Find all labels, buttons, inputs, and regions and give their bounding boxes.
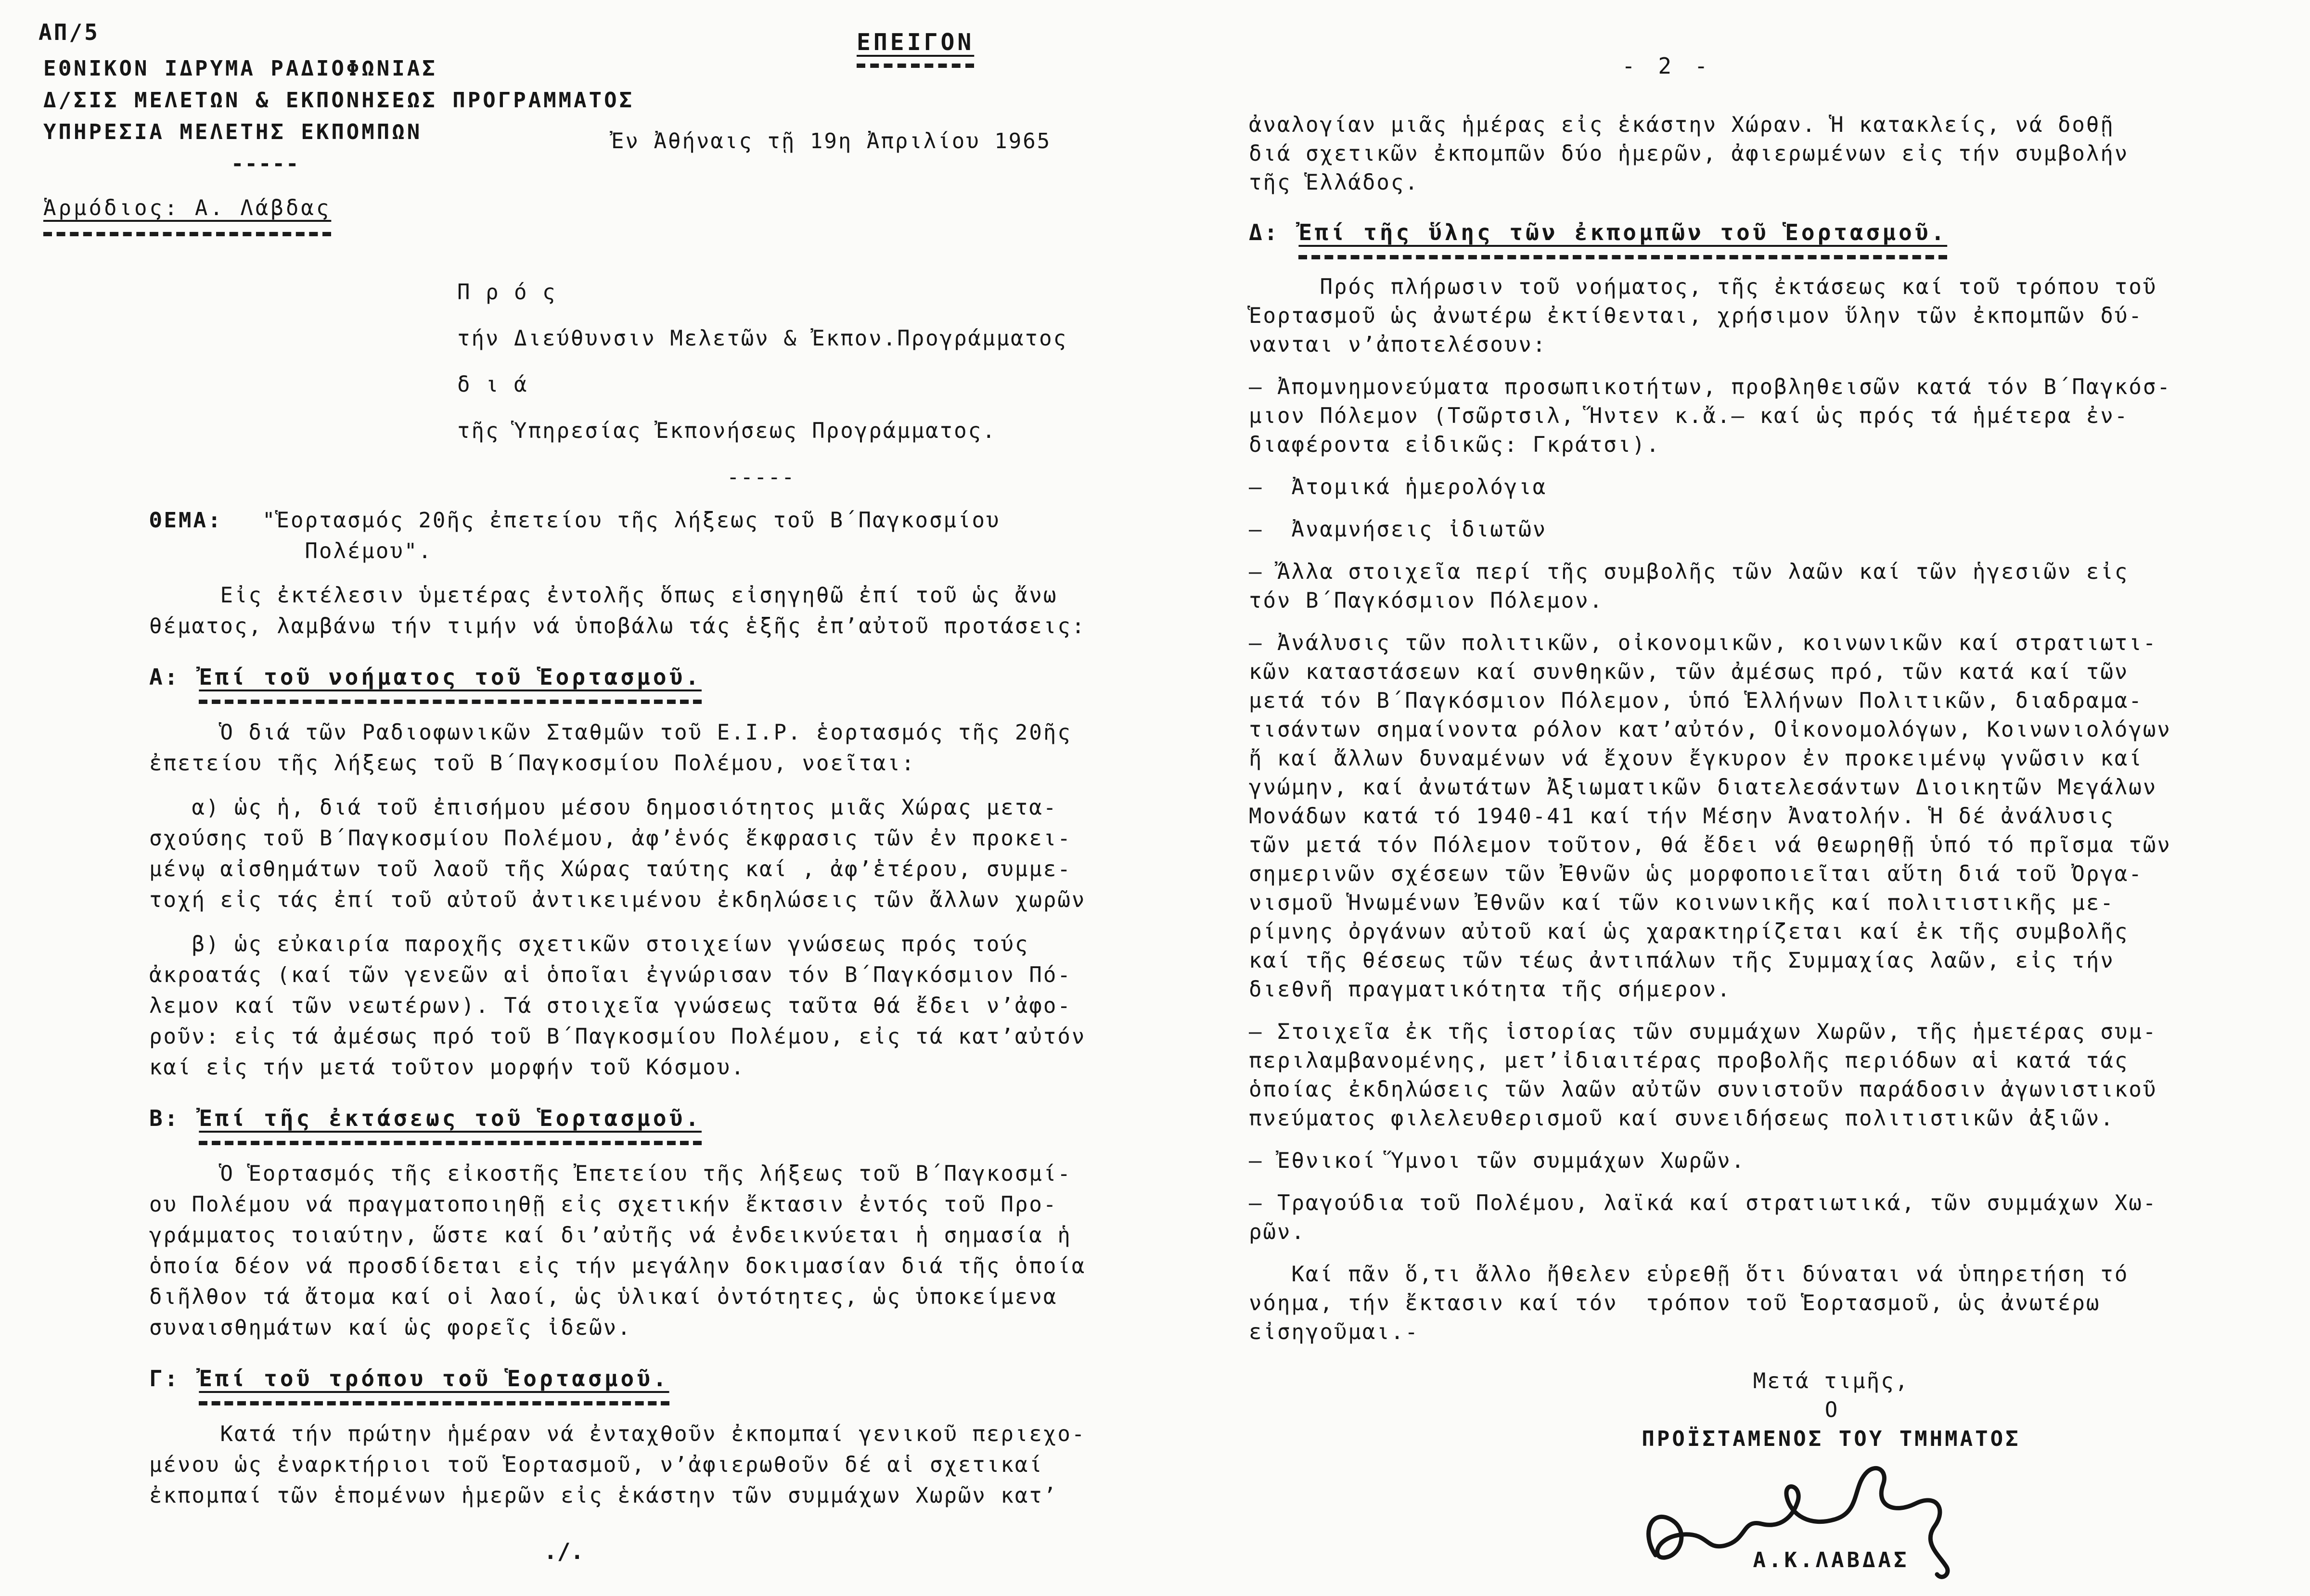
text-line: καί τῆς θέσεως τῶν τέως ἀντιπάλων τῆς Συμμαχίας λαῶν, εἰς τήν: [1249, 948, 2115, 973]
text-line: λεμον καί τῶν νεωτέρων). Τά στοιχεῖα γνώσεως ταῦτα θά ἔδει ν’ἀφο-: [149, 994, 1072, 1018]
page2-body: [1249, 111, 2303, 1572]
text-line: σημερινῶν σχέσεων τῶν Ἐθνῶν ὡς μορφοποιεῖται αὕτη διά τοῦ Ὀργα-: [1249, 862, 2143, 886]
text-line: Ὁ Ἑορτασμός τῆς εἰκοστῆς Ἐπετείου τῆς λήξεως τοῦ Β΄Παγκοσμί-: [149, 1162, 1072, 1186]
text-line: μένῳ αἰσθημάτων τοῦ λαοῦ τῆς Χώρας ταύτης καί , ἀφ’ἑτέρου, συμμε-: [149, 857, 1072, 881]
urgency-stamp: [857, 29, 974, 68]
text-line: νανται ν’ἀποτελέσουν:: [1249, 332, 1547, 357]
section-b-underline: [199, 1141, 702, 1145]
section-c-heading: [149, 1365, 1169, 1405]
section-a-underline: [199, 700, 702, 704]
contact-person: Ἁρμόδιος: Α. Λάβδας: [43, 192, 634, 236]
text-line: θέματος, λαμβάνω τήν τιμήν νά ὑποβάλω τάς ἑξῆς ἐπ’αὐτοῦ προτάσεις:: [149, 614, 1086, 638]
letterhead-service: ΥΠΗΡΕΣΙΑ ΜΕΛΕΤΗΣ ΕΚΠΟΜΠΩΝ: [43, 120, 423, 144]
text-line: διῆλθον τά ἄτομα καί οἱ λαοί, ὡς ὑλικαί ὀντότητες, ὡς ὑποκείμενα: [149, 1285, 1058, 1309]
letterhead-division: Δ/ΣΙΣ ΜΕΛΕΤΩΝ & ΕΚΠΟΝΗΣΕΩΣ ΠΡΟΓΡΑΜΜΑΤΟΣ: [43, 88, 635, 113]
text-line: τόν Β΄Παγκόσμιον Πόλεμον.: [1249, 588, 1604, 613]
section-c-letter: Γ:: [149, 1366, 180, 1392]
text-line: ἐκπομπαί τῶν ἑπομένων ἡμερῶν εἰς ἑκάστην τῶν συμμάχων Χωρῶν κατ’: [149, 1483, 1058, 1508]
text-line: Πολέμου".: [262, 539, 433, 563]
section-c-underline: [199, 1401, 669, 1405]
recipient-via-label: δ ι ά: [457, 372, 528, 397]
subject-block: [149, 505, 1169, 567]
urgency-label: ΕΠΕΙΓΟΝ: [857, 29, 974, 68]
continuation-paragraph: [1249, 111, 2303, 197]
section-a-title: Ἐπί τοῦ νοήματος τοῦ Ἑορτασμοῦ.: [199, 664, 702, 690]
page-2: [1222, 0, 2310, 1588]
text-line: διαφέροντα εἰδικῶς: Γκράτσι).: [1249, 433, 1661, 457]
text-line: νόημα, τήν ἔκτασιν καί τόν τρόπον τοῦ Ἑορτασμοῦ, ὡς ἀνωτέρω: [1249, 1291, 2101, 1315]
section-d-underline: [1298, 255, 1947, 259]
recipient-via: τῆς Ὑπηρεσίας Ἐκπονήσεως Προγράμματος.: [457, 419, 997, 443]
page1-body: [149, 505, 1169, 1564]
text-line: σχούσης τοῦ Β΄Παγκοσμίου Πολέμου, ἀφ’ἑνός ἔκφρασις τῶν ἐν προκει-: [149, 826, 1072, 851]
paragraph: [1249, 558, 2303, 615]
text-line: ἀκροατάς (καί τῶν γενεῶν αἱ ὁποῖαι ἐγνώρισαν τόν Β΄Παγκόσμιον Πό-: [149, 963, 1072, 987]
signoff-block: [1557, 1366, 2105, 1572]
paragraph: [1249, 1189, 2303, 1247]
text-line: "Ἑορτασμός 20ῆς ἐπετείου τῆς λήξεως τοῦ Β΄Παγκοσμίου: [262, 508, 1001, 533]
section-c: [149, 1365, 1169, 1511]
continuation-mark: ./.: [544, 1538, 584, 1564]
material-list: [1249, 373, 2303, 1247]
text-line: Κατά τήν πρώτην ἡμέραν νά ἐνταχθοῦν ἐκπομπαί γενικοῦ περιεχο-: [149, 1422, 1086, 1446]
section-c-title: Ἐπί τοῦ τρόπου τοῦ Ἑορτασμοῦ.: [199, 1366, 669, 1392]
paragraph: [1249, 629, 2303, 1004]
text-line: εἰσηγοῦμαι.-: [1249, 1320, 1419, 1344]
section-b-heading: [149, 1104, 1169, 1145]
section-a-heading: [149, 663, 1169, 704]
text-line: περιλαμβανομένης, μετ’ἰδιαιτέρας προβολῆς περιόδων αἱ κατά τάς: [1249, 1048, 2129, 1073]
subject-label: ΘΕΜΑ:: [149, 508, 223, 533]
text-line: ρῶν.: [1249, 1220, 1306, 1244]
paragraph: [149, 1419, 1169, 1511]
text-line: διά σχετικῶν ἐκπομπῶν δύο ἡμερῶν, ἀφιερωμένων εἰς τήν συμβολήν: [1249, 141, 2129, 166]
text-line: τῶν μετά τόν Πόλεμον τοῦτον, θά ἔδει νά θεωρηθῇ ὑπό τό πρῖσμα τῶν: [1249, 833, 2171, 857]
text-line: – Τραγούδια τοῦ Πολέμου, λαϊκά καί στρατιωτικά, τῶν συμμάχων Χω-: [1249, 1191, 2157, 1215]
text-line: καί εἰς τήν μετά τοῦτον μορφήν τοῦ Κόσμου.: [149, 1055, 745, 1080]
section-b-paragraphs: [149, 1159, 1169, 1343]
text-line: – Στοιχεῖα ἐκ τῆς ἱστορίας τῶν συμμάχων Χωρῶν, τῆς ἡμετέρας συμ-: [1249, 1020, 2157, 1044]
text-line: Πρός πλήρωσιν τοῦ νοήματος, τῆς ἐκτάσεως καί τοῦ τρόπου τοῦ: [1249, 275, 2157, 299]
text-line: ροῦν: εἰς τά ἀμέσως πρό τοῦ Β΄Παγκοσμίου Πολέμου, εἰς τά κατ’αὐτόν: [149, 1024, 1086, 1049]
text-line: μένου ὡς ἐναρκτήριοι τοῦ Ἑορτασμοῦ, ν’ἀφιερωθοῦν δέ αἱ σχετικαί: [149, 1453, 1043, 1477]
signer-name: Α.Κ.ΛΑΒΔΑΣ: [1753, 1548, 1910, 1572]
text-line: – Ἀναμνήσεις ἰδιωτῶν: [1249, 517, 1547, 542]
text-line: τοχή εἰς τάς ἐπί τοῦ αὐτοῦ ἀντικειμένου ἐκδηλώσεις τῶν ἄλλων χωρῶν: [149, 888, 1086, 912]
paragraph: [1249, 473, 2303, 502]
text-line: τῆς Ἑλλάδος.: [1249, 170, 1419, 195]
section-a: [149, 663, 1169, 1083]
text-line: ὁποία δέον νά προσδίδεται εἰς τήν μεγάλην δοκιμασίαν διά τῆς ὁποία: [149, 1254, 1086, 1278]
section-b-title: Ἐπί τῆς ἐκτάσεως τοῦ Ἑορτασμοῦ.: [199, 1105, 702, 1131]
letterhead: [43, 53, 634, 236]
signature-image: [1557, 1456, 2105, 1567]
signer-title: ΠΡΟΪΣΤΑΜΕΝΟΣ ΤΟΥ ΤΜΗΜΑΤΟΣ: [1642, 1427, 2021, 1451]
reference-number: ΑΠ/5: [38, 19, 100, 45]
paragraph: [149, 717, 1169, 779]
text-line: Ἑορτασμοῦ ὡς ἀνωτέρω ἐκτίθενται, χρήσιμον ὕλην τῶν ἐκπομπῶν δύ-: [1249, 304, 2143, 328]
paragraph: [1249, 1018, 2303, 1133]
text-line: ἐπετείου τῆς λήξεως τοῦ Β΄Παγκοσμίου Πολέμου, νοεῖται:: [149, 751, 916, 776]
section-d-title: Ἐπί τῆς ὕλης τῶν ἐκπομπῶν τοῦ Ἑορτασμοῦ.: [1298, 219, 1948, 245]
text-line: Καί πᾶν ὅ,τι ἄλλο ἤθελεν εὑρεθῇ ὅτι δύναται νά ὑπηρετήση τό: [1249, 1262, 2129, 1287]
text-line: ου Πολέμου νά πραγματοποιηθῇ εἰς σχετικήν ἔκτασιν ἐντός τοῦ Προ-: [149, 1192, 1058, 1217]
date-line: Ἐν Ἀθήναις τῇ 19η Ἀπριλίου 1965: [611, 129, 1052, 153]
text-line: νισμοῦ Ἡνωμένων Ἐθνῶν καί τῶν κοινωνικῆς καί πολιτιστικῆς με-: [1249, 891, 2115, 915]
recipient-to: τήν Διεύθυνσιν Μελετῶν & Ἐκπον.Προγράμματος: [457, 326, 1068, 351]
text-line: – Ἀπομνημονεύματα προσωπικοτήτων, προβληθεισῶν κατά τόν Β΄Παγκόσ-: [1249, 375, 2171, 399]
paragraph: [149, 792, 1169, 916]
page-number: - 2 -: [1622, 53, 1713, 79]
text-line: διεθνῆ πραγματικότητα τῆς σήμερον.: [1249, 977, 1732, 1002]
text-line: μιον Πόλεμον (Τσῶρτσιλ, Ἥντεν κ.ἄ.– καί ὡς πρός τά ἡμέτερα ἐν-: [1249, 404, 2129, 428]
section-b: [149, 1104, 1169, 1343]
text-line: Μονάδων κατά τό 1940-41 καί τήν Μέσην Ἀνατολήν. Ἡ δέ ἀνάλυσις: [1249, 804, 2115, 829]
section-d-letter: Δ:: [1249, 219, 1280, 245]
text-line: ἤ καί ἄλλων δυναμένων νά ἔχουν ἔγκυρον ἐν προκειμένῳ γνῶσιν καί: [1249, 746, 2143, 771]
text-line: ρίμνης ὀργάνων αὐτοῦ καί ὡς χαρακτηρίζεται καί ἐκ τῆς συμβολῆς: [1249, 919, 2129, 944]
closing-paragraph: [1249, 1260, 2303, 1347]
text-line: – Ἀνάλυσις τῶν πολιτικῶν, οἰκονομικῶν, κοινωνικῶν καί στρατιωτι-: [1249, 631, 2157, 655]
text-line: ἀναλογίαν μιᾶς ἡμέρας εἰς ἑκάστην Χώραν. Ἡ κατακλείς, νά δοθῇ: [1249, 113, 2115, 137]
section-d-intro: [1249, 273, 2303, 359]
recipient-divider: -----: [727, 465, 796, 489]
page-1: [38, 0, 1184, 1588]
paragraph: [1249, 1147, 2303, 1175]
paragraph: [1249, 373, 2303, 460]
text-line: β) ὡς εὐκαιρία παροχῆς σχετικῶν στοιχείων γνώσεως πρός τούς: [149, 932, 1029, 957]
text-line: μετά τόν Β΄Παγκόσμιον Πόλεμον, ὑπό Ἑλλήνων Πολιτικῶν, διαδραμα-: [1249, 689, 2143, 713]
letterhead-organization: ΕΘΝΙΚΟΝ ΙΔΡΥΜΑ ΡΑΔΙΟΦΩΝΙΑΣ: [43, 56, 437, 81]
valediction: Μετά τιμῆς,: [1753, 1369, 1910, 1393]
paragraph: [149, 1159, 1169, 1343]
text-line: α) ὡς ἡ, διά τοῦ ἐπισήμου μέσου δημοσιότητος μιᾶς Χώρας μετα-: [149, 795, 1058, 820]
section-a-paragraphs: [149, 717, 1169, 1083]
subject-text: [262, 505, 1169, 567]
text-line: ὁποίας ἐκδηλώσεις τῶν λαῶν αὐτῶν συνιστοῦν παράδοσιν ἀγωνιστικοῦ: [1249, 1077, 2157, 1102]
text-line: – Ἐθνικοί Ὕμνοι τῶν συμμάχων Χωρῶν.: [1249, 1149, 1746, 1173]
text-line: γράμματος τοιαύτην, ὥστε καί δι’αὐτῆς νά ἐνδεικνύεται ἡ σημασία ἡ: [149, 1223, 1072, 1248]
text-line: κῶν καταστάσεων καί συνθηκῶν, τῶν ἀμέσως πρό, τῶν κατά καί τῶν: [1249, 660, 2129, 684]
section-c-paragraphs: [149, 1419, 1169, 1511]
paragraph: [149, 929, 1169, 1083]
text-line: πνεύματος φιλελευθερισμοῦ καί συνειδήσεως πολιτιστικῶν ἀξιῶν.: [1249, 1106, 2115, 1131]
text-line: συναισθημάτων καί ὡς φορεῖς ἰδεῶν.: [149, 1315, 632, 1340]
section-d: [1249, 218, 2303, 359]
text-line: γνώμην, καί ἀνωτάτων Ἀξιωματικῶν διατελεσάντων Διοικητῶν Μεγάλων: [1249, 775, 2157, 800]
text-line: – Ἀτομικά ἡμερολόγια: [1249, 475, 1547, 499]
text-line: Ὁ διά τῶν Ραδιοφωνικῶν Σταθμῶν τοῦ Ε.Ι.Ρ. ἑορτασμός τῆς 20ῆς: [149, 720, 1072, 745]
signoff-article: Ο: [1824, 1398, 1838, 1422]
recipient-block: [457, 269, 1067, 500]
section-b-letter: Β:: [149, 1105, 180, 1131]
text-line: – Ἄλλα στοιχεῖα περί τῆς συμβολῆς τῶν λαῶν καί τῶν ἡγεσιῶν εἰς: [1249, 560, 2129, 584]
text-line: Εἰς ἐκτέλεσιν ὑμετέρας ἐντολῆς ὅπως εἰσηγηθῶ ἐπί τοῦ ὡς ἄνω: [149, 583, 1058, 608]
recipient-to-label: Π ρ ό ς: [457, 280, 557, 305]
intro-paragraph: [149, 580, 1169, 642]
letterhead-divider: -----: [231, 152, 300, 176]
paragraph: [1249, 515, 2303, 544]
section-a-letter: Α:: [149, 664, 180, 690]
section-d-heading: [1249, 218, 2303, 259]
text-line: τισάντων σημαίνοντα ρόλον κατ’αὐτόν, Οἰκονομολόγων, Κοινωνιολόγων: [1249, 717, 2171, 742]
